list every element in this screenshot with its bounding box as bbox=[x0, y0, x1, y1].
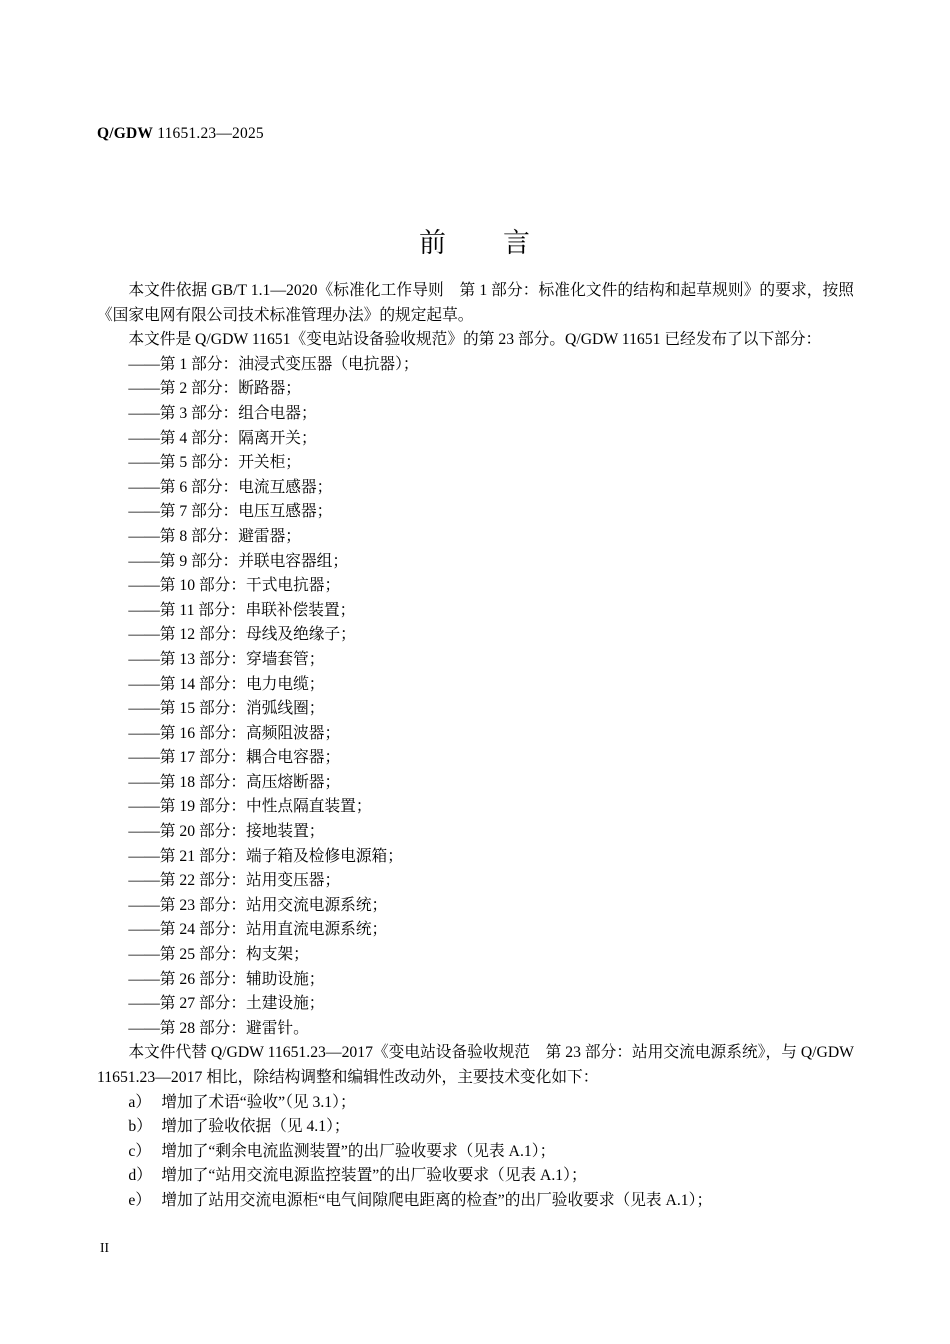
list-item-text: 增加了验收依据（见 4.1）； bbox=[161, 1118, 350, 1136]
list-item: ——第 28 部分：避雷针。 bbox=[128, 1019, 309, 1037]
list-marker: d） bbox=[128, 1167, 152, 1185]
list-item bbox=[97, 1140, 854, 1165]
list-item: ——第 9 部分：并联电容器组； bbox=[128, 552, 349, 570]
list-item-text: 增加了术语“验收”（见 3.1）； bbox=[161, 1093, 356, 1111]
standard-code-prefix: Q/GDW bbox=[97, 125, 154, 142]
list-item: ——第 7 部分：电压互感器； bbox=[128, 503, 333, 521]
list-item: ——第 3 部分：组合电器； bbox=[128, 404, 317, 422]
list-item: ——第 15 部分：消弧线圈； bbox=[128, 700, 325, 718]
published-parts-list bbox=[97, 353, 854, 1042]
list-item: ——第 13 部分：穿墙套管； bbox=[128, 650, 325, 668]
list-item: ——第 12 部分：母线及绝缘子； bbox=[128, 626, 356, 644]
list-item bbox=[97, 1091, 854, 1116]
running-header bbox=[97, 125, 264, 143]
list-item: ——第 14 部分：电力电缆； bbox=[128, 675, 325, 693]
list-item: ——第 27 部分：土建设施； bbox=[128, 995, 325, 1013]
list-item bbox=[97, 1164, 854, 1189]
list-marker: e） bbox=[128, 1191, 152, 1209]
list-item: ——第 2 部分：断路器； bbox=[128, 380, 301, 398]
list-item: ——第 23 部分：站用交流电源系统； bbox=[128, 896, 388, 914]
list-item: ——第 18 部分：高压熔断器； bbox=[128, 773, 341, 791]
list-item: ——第 10 部分：干式电抗器； bbox=[128, 577, 341, 595]
intro-paragraph-1: 本文件依据 GB/T 1.1—2020《标准化工作导则 第 1 部分：标准化文件的结构和起草规则》的要求，按照《国家电网有限公司技术标准管理办法》的规定起草。 bbox=[97, 282, 854, 324]
page-title: 前 言 bbox=[419, 228, 531, 259]
list-item: ——第 11 部分：串联补偿装置； bbox=[128, 601, 356, 619]
list-item: ——第 16 部分：高频阻波器； bbox=[128, 724, 341, 742]
list-item bbox=[97, 1189, 854, 1214]
list-marker: a） bbox=[128, 1093, 152, 1111]
list-item: ——第 1 部分：油浸式变压器（电抗器）； bbox=[128, 355, 419, 373]
standard-code-rest: 11651.23—2025 bbox=[153, 125, 264, 142]
list-marker: b） bbox=[128, 1118, 152, 1136]
list-item: ——第 24 部分：站用直流电源系统； bbox=[128, 921, 388, 939]
list-item: ——第 8 部分：避雷器； bbox=[128, 527, 301, 545]
list-item: ——第 21 部分：端子箱及检修电源箱； bbox=[128, 847, 403, 865]
list-marker: c） bbox=[128, 1142, 152, 1160]
list-item: ——第 17 部分：耦合电容器； bbox=[128, 749, 341, 767]
document-body bbox=[97, 279, 858, 1214]
list-item: ——第 22 部分：站用变压器； bbox=[128, 872, 341, 890]
technical-changes-list bbox=[97, 1091, 854, 1214]
list-item bbox=[97, 1115, 854, 1140]
list-item-text: 增加了站用交流电源柜“电气间隙爬电距离的检查”的出厂验收要求（见表 A.1）； bbox=[161, 1191, 713, 1209]
list-item: ——第 5 部分：开关柜； bbox=[128, 454, 301, 472]
list-item: ——第 25 部分：构支架； bbox=[128, 946, 309, 964]
list-item: ——第 4 部分：隔离开关； bbox=[128, 429, 317, 447]
list-item-text: 增加了“站用交流电源监控装置”的出厂验收要求（见表 A.1）； bbox=[161, 1167, 587, 1185]
list-item: ——第 19 部分：中性点隔直装置； bbox=[128, 798, 372, 816]
intro-paragraph-2: 本文件是 Q/GDW 11651《变电站设备验收规范》的第 23 部分。Q/GDW 11651 已经发布了以下部分： bbox=[128, 331, 822, 349]
list-item: ——第 6 部分：电流互感器； bbox=[128, 478, 333, 496]
list-item-text: 增加了“剩余电流监测装置”的出厂验收要求（见表 A.1）； bbox=[161, 1142, 556, 1160]
list-item: ——第 26 部分：辅助设施； bbox=[128, 970, 325, 988]
replacement-paragraph: 本文件代替 Q/GDW 11651.23—2017《变电站设备验收规范 第 23 部分：站用交流电源系统》，与 Q/GDW 11651.23—2017 相比，除结构调整和编辑性改动外，主要技术变化如下： bbox=[97, 1044, 858, 1086]
list-item: ——第 20 部分：接地装置； bbox=[128, 823, 325, 841]
page-number: II bbox=[100, 1240, 109, 1255]
